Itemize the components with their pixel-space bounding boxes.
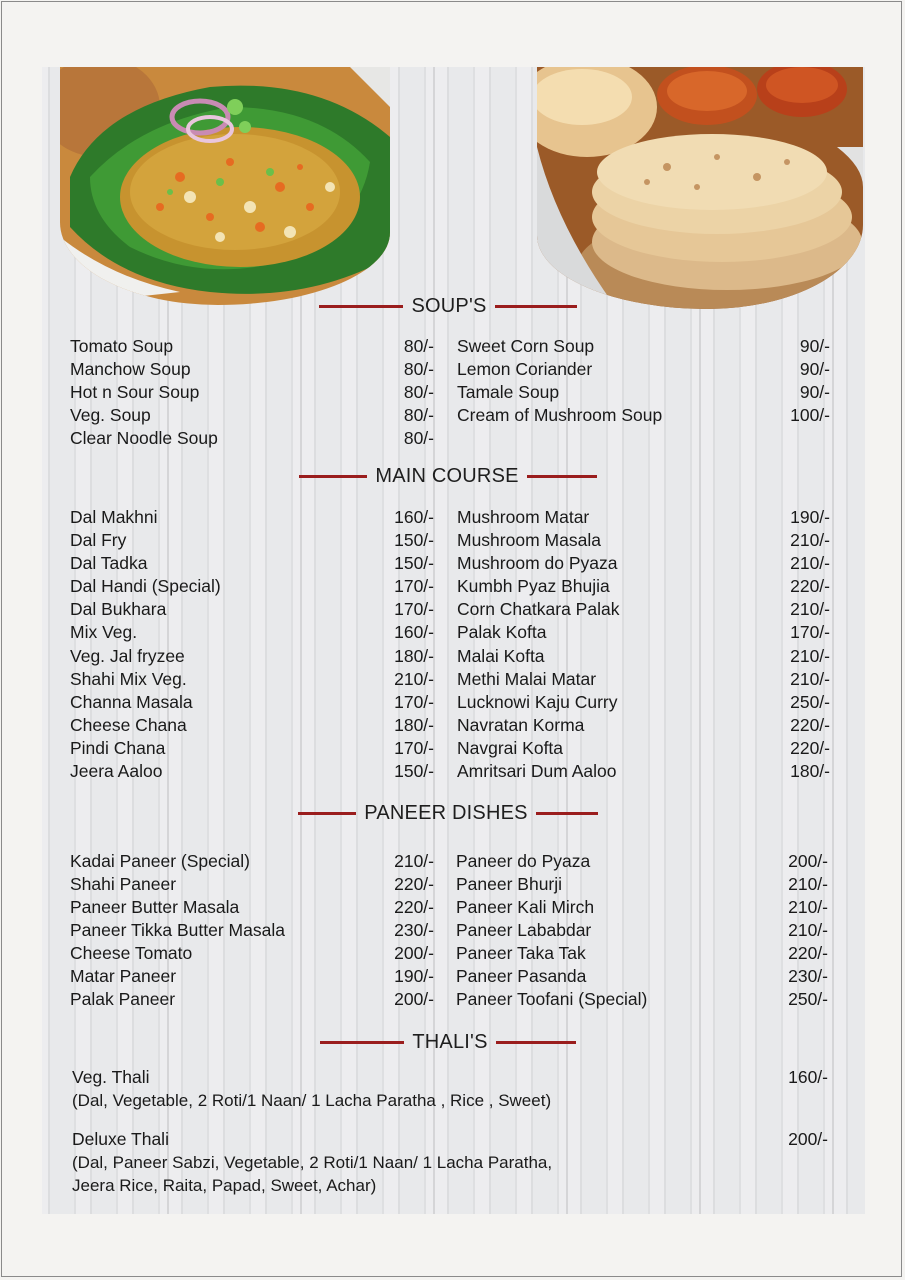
thali-description: (Dal, Paneer Sabzi, Vegetable, 2 Roti/1 Naan/ 1 Lacha Paratha,: [72, 1153, 553, 1172]
item-price: 180/-: [790, 761, 830, 781]
item-price: 230/-: [394, 920, 434, 940]
item-price: 200/-: [788, 1129, 828, 1149]
menu-item: Cheese Tomato: [70, 943, 193, 963]
item-price: 150/-: [394, 530, 434, 550]
menu-item: Pindi Chana: [70, 738, 166, 758]
menu-item: Paneer Toofani (Special): [456, 989, 648, 1009]
fried-rice-image: [60, 67, 390, 305]
item-price: 80/-: [403, 428, 434, 448]
menu-item: Shahi Paneer: [70, 874, 177, 894]
item-price: 80/-: [403, 336, 434, 356]
menu-item: Dal Handi (Special): [70, 576, 221, 596]
item-price: 220/-: [790, 576, 830, 596]
menu-item: Cheese Chana: [70, 715, 187, 735]
item-price: 190/-: [790, 507, 830, 527]
menu-item: Mushroom Matar: [457, 507, 590, 527]
menu-item: Paneer Taka Tak: [456, 943, 586, 963]
item-price: 210/-: [790, 553, 830, 573]
section-title: SOUP'S: [411, 295, 487, 317]
menu-item: Lucknowi Kaju Curry: [457, 692, 618, 712]
item-price: 210/-: [790, 599, 830, 619]
menu-item: Paneer Pasanda: [456, 966, 587, 986]
heading-rule-left: [320, 1041, 404, 1044]
item-price: 170/-: [394, 692, 434, 712]
item-price: 220/-: [394, 897, 434, 917]
menu-item: Dal Fry: [70, 530, 127, 550]
menu-item: Paneer Butter Masala: [70, 897, 240, 917]
menu-item: Sweet Corn Soup: [457, 336, 595, 356]
roti-bread-image: [537, 67, 863, 309]
item-price: 90/-: [799, 336, 830, 356]
menu-item: Malai Kofta: [457, 646, 545, 666]
item-price: 100/-: [790, 405, 830, 425]
menu-item: Tamale Soup: [457, 382, 560, 402]
menu-item: Dal Tadka: [70, 553, 148, 573]
menu-item: Mushroom Masala: [457, 530, 601, 550]
item-price: 210/-: [790, 646, 830, 666]
menu-item: Methi Malai Matar: [457, 669, 597, 689]
menu-item: Palak Paneer: [70, 989, 176, 1009]
item-price: 220/-: [790, 715, 830, 735]
heading-rule-right: [527, 475, 597, 478]
item-price: 190/-: [394, 966, 434, 986]
menu-item: Shahi Mix Veg.: [70, 669, 187, 689]
section-title: THALI'S: [412, 1031, 488, 1053]
item-price: 80/-: [403, 359, 434, 379]
menu-item: Channa Masala: [70, 692, 193, 712]
item-price: 160/-: [788, 1067, 828, 1087]
item-price: 90/-: [799, 382, 830, 402]
section-heading-thalis: [314, 1031, 582, 1054]
item-price: 90/-: [799, 359, 830, 379]
menu-item: Paneer Lababdar: [456, 920, 592, 940]
menu-item: Veg. Jal fryzee: [70, 646, 185, 666]
item-price: 220/-: [788, 943, 828, 963]
item-price: 210/-: [788, 874, 828, 894]
menu-item: Paneer Tikka Butter Masala: [70, 920, 285, 940]
menu-item: Kumbh Pyaz Bhujia: [457, 576, 610, 596]
menu-item: Paneer Bhurji: [456, 874, 563, 894]
menu-item: Dal Bukhara: [70, 599, 167, 619]
section-heading-main-course: [292, 465, 604, 488]
item-price: 220/-: [790, 738, 830, 758]
item-price: 170/-: [394, 576, 434, 596]
item-price: 210/-: [394, 851, 434, 871]
item-price: 250/-: [790, 692, 830, 712]
thali-description: Jeera Rice, Raita, Papad, Sweet, Achar): [72, 1176, 377, 1195]
heading-rule-left: [319, 305, 403, 308]
menu-item: Jeera Aaloo: [70, 761, 163, 781]
heading-rule-right: [495, 305, 577, 308]
menu-item: Tomato Soup: [70, 336, 174, 356]
menu-item: Paneer Kali Mirch: [456, 897, 595, 917]
thali-name: Deluxe Thali: [72, 1129, 169, 1149]
heading-rule-left: [299, 475, 367, 478]
item-price: 180/-: [394, 646, 434, 666]
menu-item: Matar Paneer: [70, 966, 177, 986]
item-price: 230/-: [788, 966, 828, 986]
thali-name: Veg. Thali: [72, 1067, 150, 1087]
heading-rule-left: [298, 812, 356, 815]
item-price: 210/-: [788, 897, 828, 917]
item-price: 210/-: [394, 669, 434, 689]
menu-item: Clear Noodle Soup: [70, 428, 218, 448]
menu-item: Mix Veg.: [70, 622, 138, 642]
item-price: 200/-: [788, 851, 828, 871]
menu-item: Corn Chatkara Palak: [457, 599, 620, 619]
menu-item: Veg. Soup: [70, 405, 151, 425]
menu-item: Amritsari Dum Aaloo: [457, 761, 617, 781]
item-price: 150/-: [394, 761, 434, 781]
item-price: 80/-: [403, 405, 434, 425]
menu-item: Manchow Soup: [70, 359, 191, 379]
menu-item: Hot n Sour Soup: [70, 382, 200, 402]
item-price: 180/-: [394, 715, 434, 735]
item-price: 210/-: [790, 669, 830, 689]
menu-item: Navratan Korma: [457, 715, 585, 735]
menu-item: Paneer do Pyaza: [456, 851, 591, 871]
item-price: 210/-: [788, 920, 828, 940]
item-price: 250/-: [788, 989, 828, 1009]
section-title: PANEER DISHES: [364, 802, 528, 824]
menu-item: Lemon Coriander: [457, 359, 593, 379]
thali-description: (Dal, Vegetable, 2 Roti/1 Naan/ 1 Lacha Paratha , Rice , Sweet): [72, 1091, 552, 1110]
menu-item: Kadai Paneer (Special): [70, 851, 250, 871]
item-price: 170/-: [394, 599, 434, 619]
section-heading-soups: [314, 295, 582, 318]
menu-item: Mushroom do Pyaza: [457, 553, 618, 573]
section-title: MAIN COURSE: [375, 465, 519, 487]
heading-rule-right: [536, 812, 598, 815]
item-price: 170/-: [790, 622, 830, 642]
menu-item: Cream of Mushroom Soup: [457, 405, 663, 425]
menu-item: Navgrai Kofta: [457, 738, 564, 758]
section-heading-paneer-dishes: [292, 802, 604, 825]
item-price: 80/-: [403, 382, 434, 402]
item-price: 160/-: [394, 622, 434, 642]
item-price: 200/-: [394, 989, 434, 1009]
menu-item: Dal Makhni: [70, 507, 158, 527]
item-price: 160/-: [394, 507, 434, 527]
item-price: 170/-: [394, 738, 434, 758]
menu-card: [42, 67, 865, 1214]
item-price: 220/-: [394, 874, 434, 894]
heading-rule-right: [496, 1041, 576, 1044]
item-price: 150/-: [394, 553, 434, 573]
item-price: 200/-: [394, 943, 434, 963]
menu-item: Palak Kofta: [457, 622, 547, 642]
item-price: 210/-: [790, 530, 830, 550]
